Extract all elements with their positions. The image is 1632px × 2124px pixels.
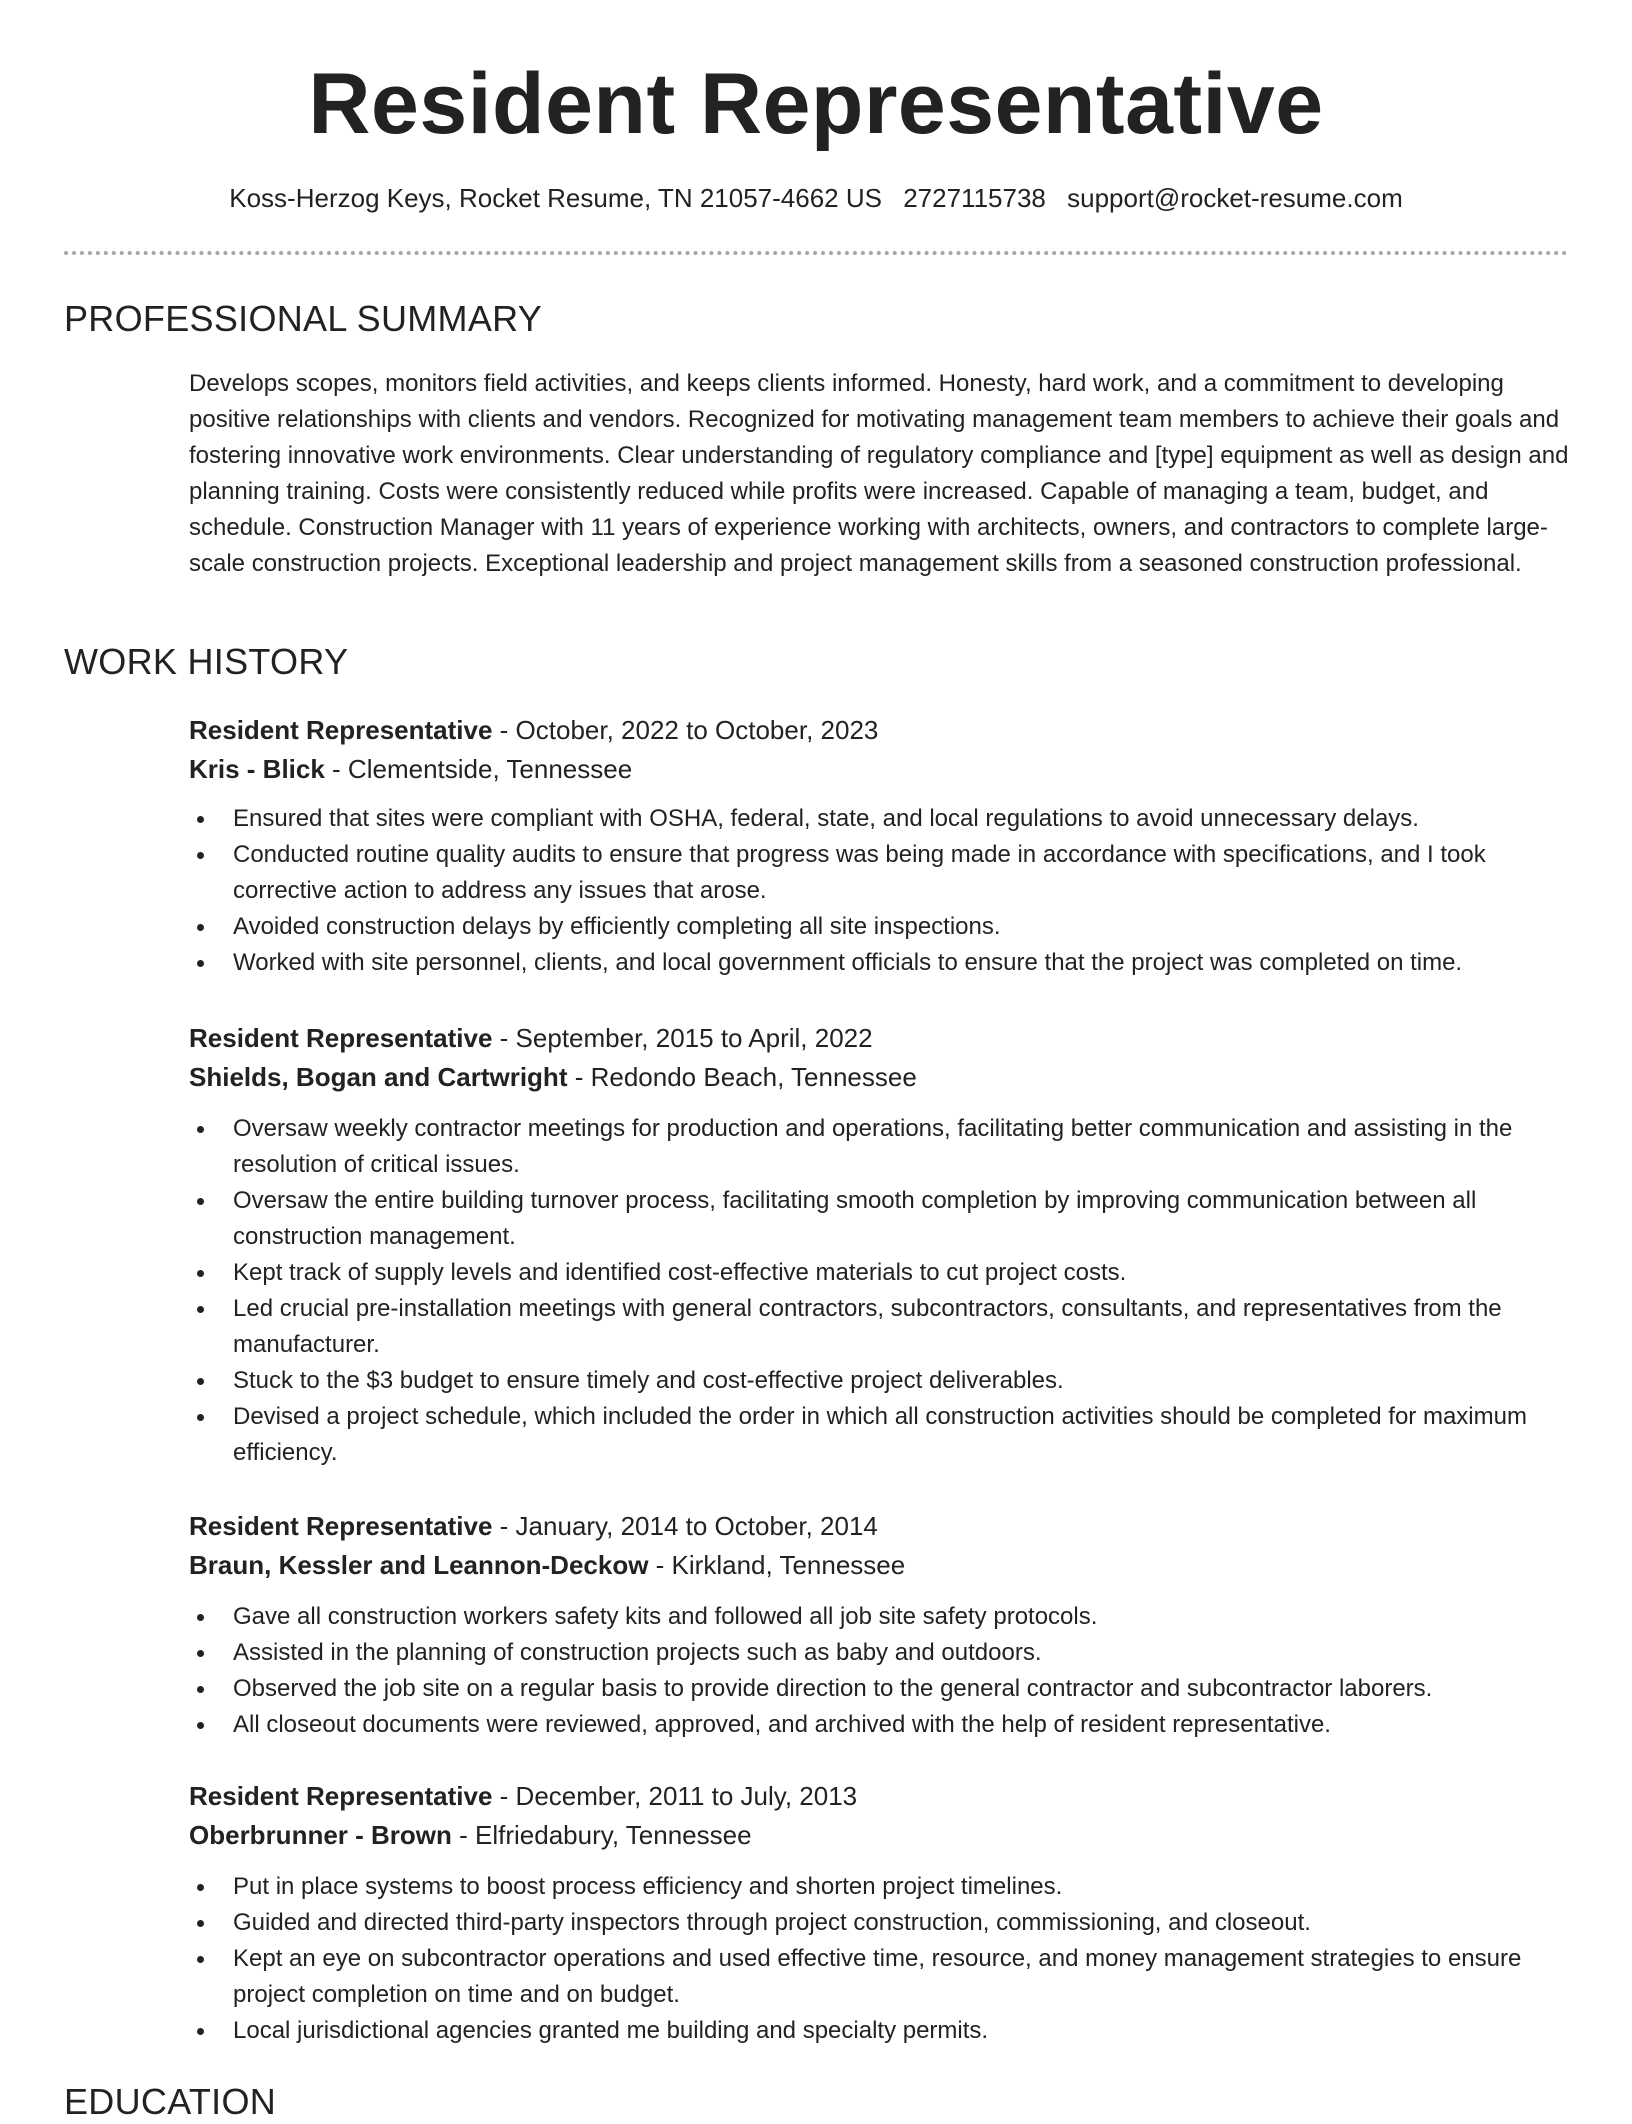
contact-line	[0, 181, 1632, 215]
job-company: Kris - Blick	[189, 754, 325, 784]
job-dates: - September, 2015 to April, 2022	[492, 1023, 873, 1053]
job-title: Resident Representative	[189, 1023, 493, 1053]
list-item: Ensured that sites were compliant with OSHA, federal, state, and local regulations to avoid unnecessary delays.	[189, 801, 1569, 837]
candidate-name: Resident Representative	[308, 56, 1324, 152]
job-title: Resident Representative	[189, 1781, 493, 1811]
list-item: Kept track of supply levels and identified cost-effective materials to cut project costs.	[189, 1255, 1569, 1291]
job-title-line	[189, 1777, 1569, 1816]
job-title: Resident Representative	[189, 715, 493, 745]
job-company-line	[189, 1546, 1569, 1585]
job-company: Braun, Kessler and Leannon-Deckow	[189, 1550, 649, 1580]
contact-phone: 2727115738	[903, 183, 1046, 213]
list-item: Local jurisdictional agencies granted me building and specialty permits.	[189, 2013, 1569, 2049]
job-bullets	[189, 1599, 1569, 1743]
list-item: Assisted in the planning of construction projects such as baby and outdoors.	[189, 1635, 1569, 1671]
section-title-education: EDUCATION	[64, 2081, 277, 2122]
job-company-line	[189, 1058, 1569, 1097]
job-entry	[189, 1507, 1569, 1743]
list-item: Guided and directed third-party inspectors through project construction, commissioning, and closeout.	[189, 1905, 1569, 1941]
section-title-summary: PROFESSIONAL SUMMARY	[64, 298, 543, 339]
job-dates: - December, 2011 to July, 2013	[492, 1781, 858, 1811]
job-entry	[189, 711, 1569, 981]
list-item: Observed the job site on a regular basis to provide direction to the general contractor and subcontractor laborers.	[189, 1671, 1569, 1707]
job-location: - Elfriedabury, Tennessee	[451, 1820, 752, 1850]
job-title: Resident Representative	[189, 1511, 493, 1541]
job-title-line	[189, 711, 1569, 750]
job-title-line	[189, 1019, 1569, 1058]
job-location: - Kirkland, Tennessee	[648, 1550, 906, 1580]
job-title-line	[189, 1507, 1569, 1546]
list-item: Kept an eye on subcontractor operations and used effective time, resource, and money management strategies to ensure project completion on time and on budget.	[189, 1941, 1569, 2013]
job-company: Shields, Bogan and Cartwright	[189, 1062, 568, 1092]
list-item: All closeout documents were reviewed, approved, and archived with the help of resident representative.	[189, 1707, 1569, 1743]
list-item: Oversaw the entire building turnover process, facilitating smooth completion by improving communication between all construction management.	[189, 1183, 1569, 1255]
job-bullets	[189, 801, 1569, 981]
job-bullets	[189, 1869, 1569, 2049]
job-company-line	[189, 1816, 1569, 1855]
job-location: - Redondo Beach, Tennessee	[567, 1062, 917, 1092]
job-entry	[189, 1019, 1569, 1471]
contact-email: support@rocket-resume.com	[1067, 183, 1403, 213]
job-entry	[189, 1777, 1569, 2049]
list-item: Avoided construction delays by efficiently completing all site inspections.	[189, 909, 1569, 945]
job-dates: - October, 2022 to October, 2023	[492, 715, 879, 745]
job-company-line	[189, 750, 1569, 789]
job-bullets	[189, 1111, 1569, 1471]
list-item: Put in place systems to boost process efficiency and shorten project timelines.	[189, 1869, 1569, 1905]
list-item: Stuck to the $3 budget to ensure timely and cost-effective project deliverables.	[189, 1363, 1569, 1399]
job-dates: - January, 2014 to October, 2014	[492, 1511, 878, 1541]
section-title-work-history: WORK HISTORY	[64, 641, 349, 682]
list-item: Conducted routine quality audits to ensure that progress was being made in accordance with specifications, and I took corrective action to address any issues that arose.	[189, 837, 1569, 909]
list-item: Devised a project schedule, which included the order in which all construction activities should be completed for maximum efficiency.	[189, 1399, 1569, 1471]
job-company: Oberbrunner - Brown	[189, 1820, 452, 1850]
job-location: - Clementside, Tennessee	[324, 754, 633, 784]
contact-address: Koss-Herzog Keys, Rocket Resume, TN 21057-4662 US	[229, 183, 882, 213]
list-item: Gave all construction workers safety kits and followed all job site safety protocols.	[189, 1599, 1569, 1635]
list-item: Oversaw weekly contractor meetings for production and operations, facilitating better communication and assisting in the resolution of critical issues.	[189, 1111, 1569, 1183]
list-item: Led crucial pre-installation meetings with general contractors, subcontractors, consultants, and representatives from the manufacturer.	[189, 1291, 1569, 1363]
header-divider	[64, 251, 1568, 255]
list-item: Worked with site personnel, clients, and local government officials to ensure that the project was completed on time.	[189, 945, 1569, 981]
summary-text: Develops scopes, monitors field activities, and keeps clients informed. Honesty, hard work, and a commitment to developing positive relationships with clients and vendors. Recognized for motivating management team members to achieve their goals and fostering innovative work environments. Clear understanding of regulatory compliance and [type] equipment as well as design and planning training. Costs were consistently reduced while profits were increased. Capable of managing a team, budget, and schedule. Construction Manager with 11 years of experience working with architects, owners, and contractors to complete large-scale construction projects. Exceptional leadership and project management skills from a seasoned construction professional.	[189, 370, 1569, 577]
